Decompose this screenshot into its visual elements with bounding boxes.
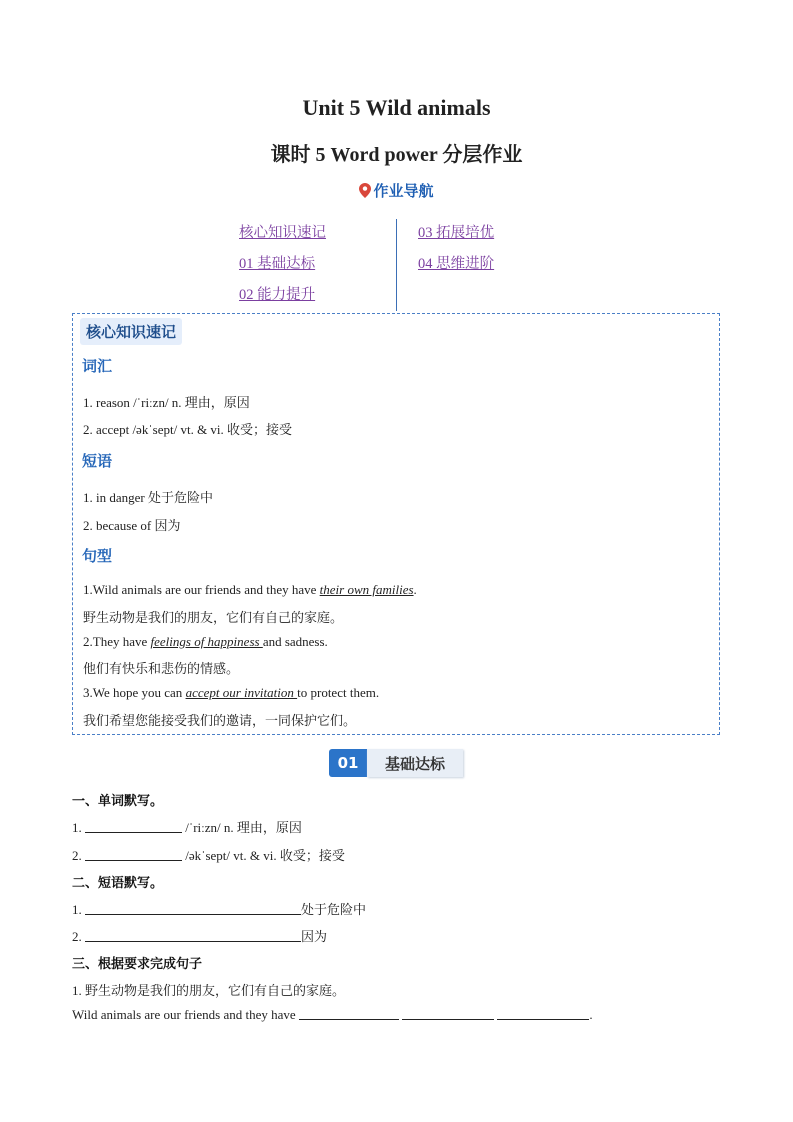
sentence-translation: 野生动物是我们的朋友，它们有自己的家庭。 (83, 610, 344, 625)
sentence-item (83, 634, 328, 650)
phrase-item: 1. in danger 处于危险中 (83, 490, 213, 505)
item-number: 1. (72, 820, 85, 835)
sentence-translation: 我们希望您能接受我们的邀请，一同保护它们。 (83, 713, 357, 728)
answer-blank[interactable] (85, 848, 182, 861)
answer-blank[interactable] (85, 929, 301, 942)
nav-link-core[interactable]: 核心知识速记 (239, 225, 326, 241)
question-1-title: 一、单词默写。 (72, 794, 164, 809)
location-pin-icon (359, 183, 371, 198)
question-line (72, 899, 366, 918)
page-subtitle: 课时 5 Word power 分层作业 (270, 144, 523, 166)
sentence-text: . (413, 582, 417, 597)
item-text: /ˈriːzn/ n. 理由，原因 (182, 820, 302, 835)
sentence-answer: feelings of happiness (150, 634, 263, 649)
core-knowledge-tag: 核心知识速记 (80, 318, 182, 345)
item-number: 1. (72, 902, 85, 917)
vocab-item: 1. reason /ˈriːzn/ n. 理由，原因 (83, 395, 250, 410)
nav-divider (396, 219, 397, 311)
question-line (72, 926, 327, 945)
answer-blank[interactable] (299, 1007, 399, 1020)
item-number: 2. (72, 929, 85, 944)
nav-link-04[interactable]: 04 思维进阶 (418, 256, 495, 272)
sentence-item (83, 685, 379, 701)
phrases-heading: 短语 (82, 452, 113, 470)
question-3-title: 三、根据要求完成句子 (72, 957, 203, 972)
sentence-text: and sadness. (262, 634, 328, 649)
question-2-title: 二、短语默写。 (72, 876, 164, 891)
question-3-prompt: 1. 野生动物是我们的朋友，它们有自己的家庭。 (72, 983, 346, 998)
section-number: 01 (329, 749, 367, 777)
answer-blank[interactable] (402, 1007, 494, 1020)
sentence-text: 3.We hope you can (83, 685, 186, 700)
question-line (72, 1007, 593, 1023)
nav-link-03[interactable]: 03 拓展培优 (418, 225, 495, 241)
answer-blank[interactable] (85, 820, 182, 833)
item-text: 因为 (301, 929, 328, 944)
page-title: Unit 5 Wild animals (302, 95, 491, 120)
item-number: 2. (72, 848, 85, 863)
sentence-answer: accept our invitation (185, 685, 298, 700)
sentence-item (83, 582, 417, 598)
phrase-item: 2. because of 因为 (83, 518, 181, 533)
nav-link-01[interactable]: 01 基础达标 (239, 256, 316, 272)
answer-blank[interactable] (85, 902, 301, 915)
item-text: Wild animals are our friends and they have (72, 1007, 299, 1022)
nav-heading (0, 180, 793, 201)
vocab-heading: 词汇 (82, 357, 113, 375)
sentence-text: 2.They have (83, 634, 151, 649)
question-line (72, 845, 345, 864)
sentence-text: to protect them. (297, 685, 380, 700)
item-text: 处于危险中 (301, 902, 367, 917)
item-text: /əkˈsept/ vt. & vi. 收受；接受 (182, 848, 345, 863)
item-text: . (589, 1007, 593, 1022)
answer-blank[interactable] (497, 1007, 589, 1020)
section-label: 基础达标 (367, 749, 463, 777)
sentences-heading: 句型 (82, 547, 113, 565)
sentence-text: 1.Wild animals are our friends and they have (83, 582, 320, 597)
vocab-item: 2. accept /əkˈsept/ vt. & vi. 收受；接受 (83, 422, 293, 437)
section-01-badge (329, 749, 463, 777)
sentence-translation: 他们有快乐和悲伤的情感。 (83, 661, 240, 676)
nav-heading-label: 作业导航 (373, 182, 434, 200)
sentence-answer: their own families (319, 582, 414, 597)
question-line (72, 817, 302, 836)
nav-link-02[interactable]: 02 能力提升 (239, 287, 316, 303)
